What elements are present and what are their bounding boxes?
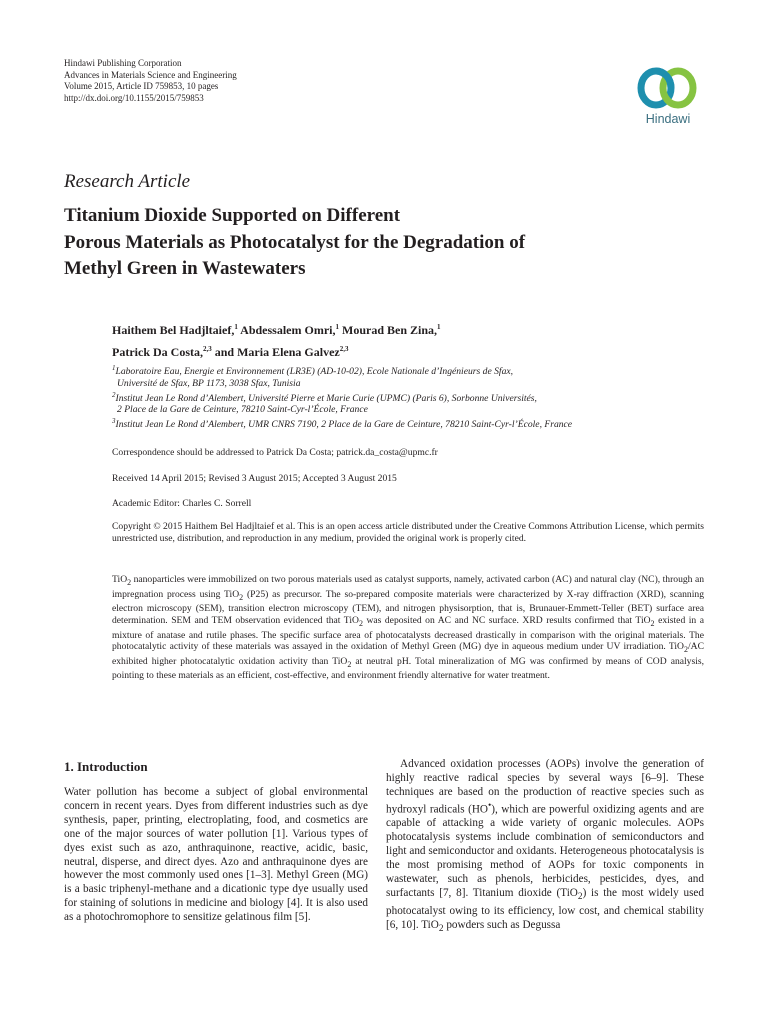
article-title <box>64 203 704 283</box>
hindawi-logo-text: Hindawi <box>645 112 691 126</box>
author-name: Patrick Da Costa, <box>112 345 203 359</box>
affiliation-1-cont: Université de Sfax, BP 1173, 3038 Sfax, Tunisia <box>117 377 301 389</box>
author-name: and Maria Elena Galvez <box>211 345 340 359</box>
academic-editor: Academic Editor: Charles C. Sorrell <box>112 498 252 509</box>
affiliation-2-cont: 2 Place de la Gare de Ceinture, 78210 Saint-Cyr-l’École, France <box>117 404 368 416</box>
doi-link[interactable]: http://dx.doi.org/10.1155/2015/759853 <box>64 92 204 103</box>
affiliation-1: $^1$Laboratoire Eau, Energie et Environnement (LR3E) (AD-10-02), Ecole Nationale d’Ingénieurs de Sfax, <box>112 364 514 378</box>
copyright-notice: Copyright © 2015 Haithem Bel Hadjltaief et al. This is an open access article distributed under the Creative Commons Attribution License, which permits unrestricted use, distribution, and reproduction in any medium, provided the original work is properly cited. <box>112 521 704 544</box>
correspondence: Correspondence should be addressed to Patrick Da Costa; patrick.da_costa@upmc.fr <box>112 447 438 458</box>
affiliations <box>112 363 712 431</box>
abstract: TiO$_2$ nanoparticles were immobilized on two porous materials used as catalyst supports, namely, activated carbon (AC) and natural clay (NC), through an impregnation process using TiO$_2$ (P25) as precursor. The so-prepared composite materials were characterized by X-ray diffraction (XRD), scanning electron microscopy (SEM), transition electron microscopy (TEM), and nitrogen physisorption, that is, Brunauer-Emmett-Teller (BET) surface area determination. SEM and TEM observation evidenced that TiO$_2$ was deposited on AC and NC surface. XRD results confirmed that TiO$_2$ existed in a mixture of anatase and rutile phases. The specific surface area of photocatalysts decreased drastically in comparison with the original materials. The photocatalytic activity of these materials was assayed in the oxidation of Methyl Green (MG) dye in aqueous medium under UV irradiation. TiO$_2$/AC exhibited higher photocatalytic oxidation activity than TiO$_2$ at neutral pH. Total mineralization of MG was confirmed by means of COD analysis, pointing to these materials as an efficient, cost-effective, and environment friendly alternative for water treatment. <box>112 574 704 682</box>
author-name: Mourad Ben Zina, <box>339 323 438 337</box>
affiliation-2: $^2$Institut Jean Le Rond d’Alembert, Université Pierre et Marie Curie (UPMC) (Paris 6), Sorbonne Universités, <box>112 390 537 404</box>
affiliation-3: $^3$Institut Jean Le Rond d’Alembert, UMR CNRS 7190, 2 Place de la Gare de Ceinture, 78210 Saint-Cyr-l’École, France <box>112 417 573 431</box>
title-line: Methyl Green in Wastewaters <box>64 258 306 279</box>
title-line: Titanium Dioxide Supported on Different <box>64 205 401 226</box>
publisher-name: Hindawi Publishing Corporation <box>64 58 182 68</box>
author-affiliation-mark: 2,3 <box>339 345 349 353</box>
journal-header <box>64 58 237 104</box>
journal-name: Advances in Materials Science and Engineering <box>64 69 237 80</box>
author-name: Haithem Bel Hadjltaief, <box>112 323 235 337</box>
title-line: Porous Materials as Photocatalyst for the Degradation of <box>64 231 526 253</box>
intro-paragraph-2: Advanced oxidation processes (AOPs) involve the generation of highly reactive radical species by several ways [6–9]. These techniques are based on the production of reactive species such as hydroxyl radicals (HO•), which are powerful oxidizing agents and are capable of attacking a wide variety of organic molecules. AOPs photocatalysis systems include combination of semiconductors and light and semiconductor and oxidants. Heterogeneous photocatalysis is the most promising method of AOPs for toxic components in wastewater, such as phenols, herbicides, pesticides, dyes, and surfactants [7, 8]. Titanium dioxide (TiO$_2$) is the most widely used photocatalyst owing to its efficiency, low cost, and chemical stability [6, 10]. TiO$_2$ powders such as Degussa <box>386 758 704 935</box>
received-dates: Received 14 April 2015; Revised 3 August 2015; Accepted 3 August 2015 <box>112 473 397 484</box>
author-name: Abdessalem Omri, <box>237 323 336 337</box>
intro-paragraph-1: Water pollution has become a subject of global environmental concern in recent years. Dyes from different industries such as dye synthesis, paper, printing, electroplating, food, and cosmetics are one of the major sources of water pollution [1]. Various types of dyes exist such as azo, anthraquinone, reactive, acidic, basic, neutral, disperse, and direct dyes. Azo and anthraquinone dyes are however the most commonly used ones [1–3]. Methyl Green (MG) is a basic triphenyl-methane and a dicationic type dye usually used for staining of solutions in medicine and biology [4]. It is also used as a photochromophore to sensitize gelatinous film [5]. <box>64 786 368 924</box>
section-heading-introduction: 1. Introduction <box>64 759 148 774</box>
author-affiliation-mark: 1 <box>234 323 238 331</box>
author-affiliation-mark: 1 <box>335 323 339 331</box>
author-affiliation-mark: 1 <box>437 323 441 331</box>
volume-info: Volume 2015, Article ID 759853, 10 pages <box>64 81 219 91</box>
article-type: Research Article <box>64 171 191 192</box>
author-list <box>112 318 702 362</box>
author-affiliation-mark: 2,3 <box>202 345 212 353</box>
